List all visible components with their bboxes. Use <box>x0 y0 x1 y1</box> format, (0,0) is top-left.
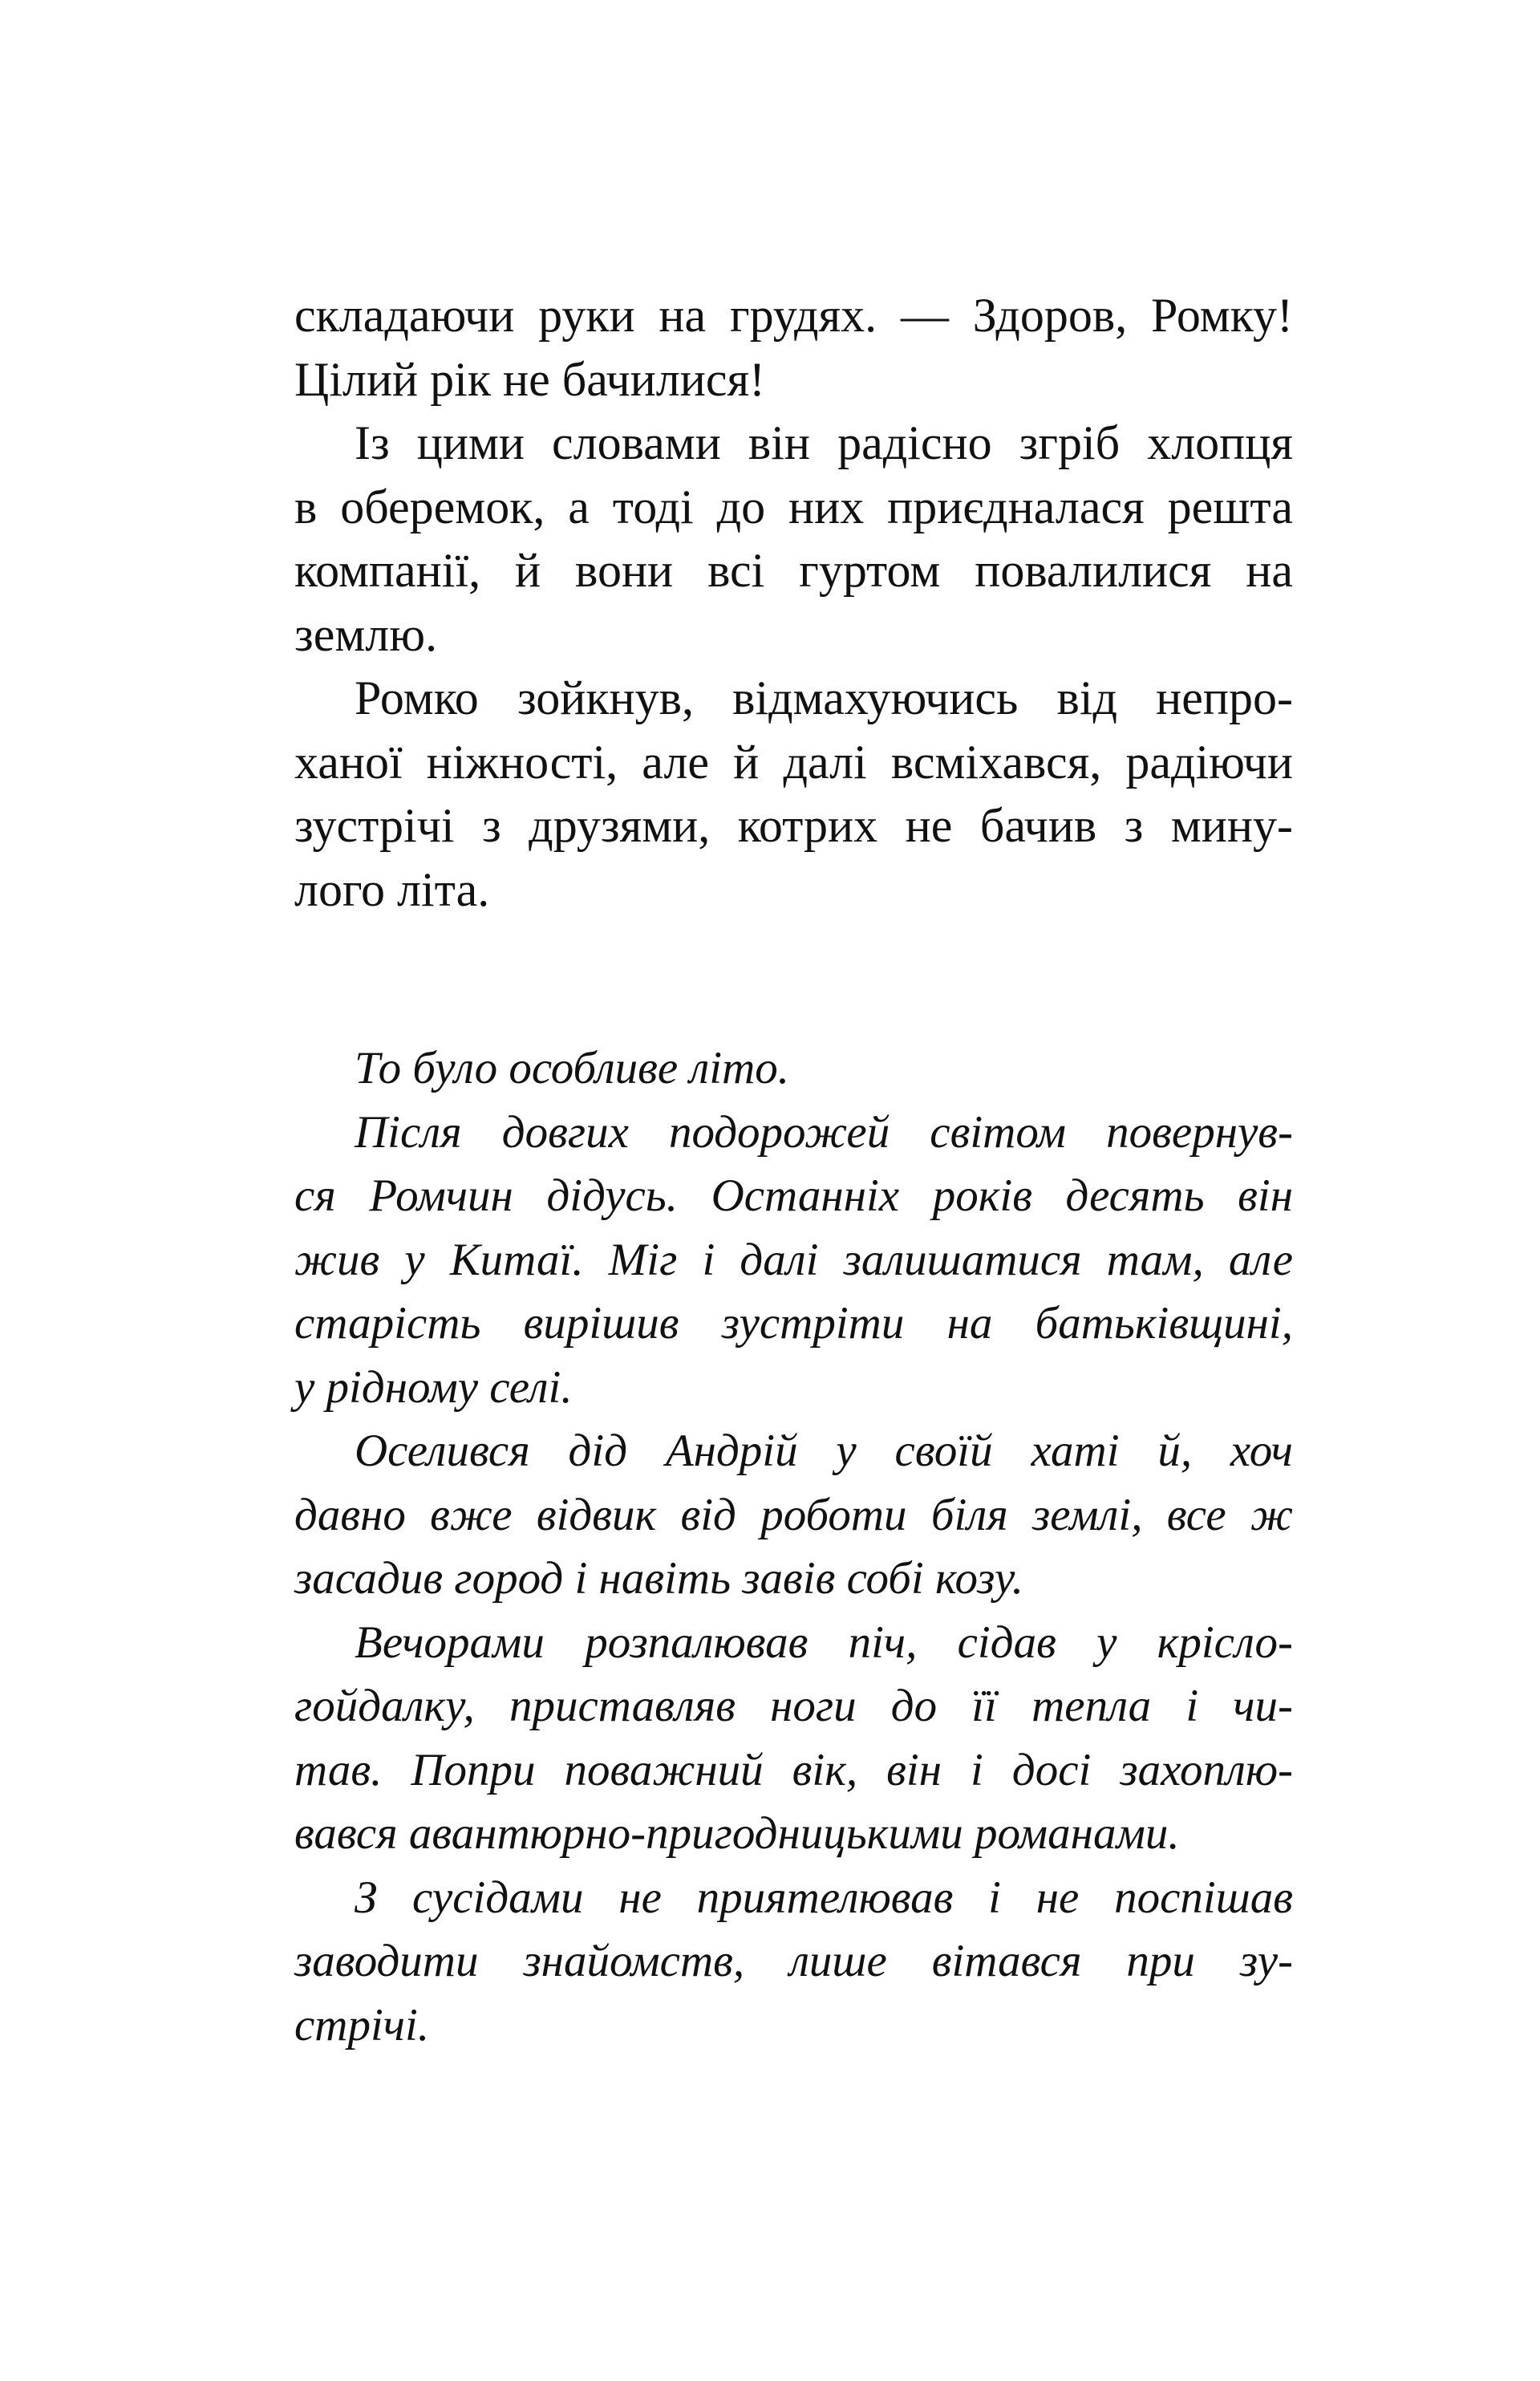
text-line: ханої ніжності, але й далі всміхався, радіючи <box>294 735 1293 789</box>
text-line: жив у Китаї. Міг і далі залишатися там, але <box>294 1234 1293 1285</box>
text-line: вався авантюрно-пригодницькими романами. <box>294 1808 1180 1859</box>
italic-text-section <box>294 1036 1293 2057</box>
paragraph <box>294 1419 1293 1611</box>
paragraph <box>294 667 1293 922</box>
text-line: старість вирішив зустріти на батьківщині, <box>294 1298 1293 1349</box>
text-line: Оселився дід Андрій у своїй хаті й, хоч <box>355 1426 1293 1476</box>
paragraph <box>294 1036 1293 1101</box>
text-line: компанії, й вони всі гуртом повалилися на <box>294 544 1293 597</box>
text-line: Цілий рік не бачилися! <box>294 352 766 406</box>
text-line: гойдалку, приставляв ноги до її тепла і чи- <box>294 1681 1293 1731</box>
text-line: в оберемок, а тоді до них приєдналася решта <box>294 480 1293 533</box>
text-line: зустрічі з друзями, котрих не бачив з мину- <box>294 799 1293 852</box>
paragraph <box>294 412 1293 667</box>
text-line: Після довгих подорожей світом повернув- <box>355 1106 1293 1158</box>
text-line: землю. <box>294 607 438 661</box>
text-line: у рідному селі. <box>294 1361 573 1413</box>
text-line: давно вже відвик від роботи біля землі, все ж <box>294 1489 1293 1540</box>
text-line: ся Ромчин дідусь. Останніх років десять він <box>294 1170 1293 1221</box>
text-line: засадив город і навіть завів собі козу. <box>294 1553 1023 1604</box>
text-line: З сусідами не приятелював і не поспішав <box>355 1872 1293 1923</box>
text-line: заводити знайомств, лише вітався при зу- <box>294 1936 1293 1986</box>
paragraph <box>294 1611 1293 1866</box>
text-line: складаючи руки на грудях. — Здоров, Ромку! <box>294 289 1293 342</box>
paragraph <box>294 1866 1293 2058</box>
text-line: Ромко зойкнув, відмахуючись від непро- <box>355 671 1293 724</box>
text-line: лого літа. <box>294 862 490 916</box>
paragraph <box>294 1101 1293 1420</box>
text-line: То було особливе літо. <box>355 1043 790 1093</box>
text-line: Із цими словами він радісно згріб хлопця <box>355 416 1293 469</box>
roman-text-section <box>294 284 1293 922</box>
text-line: Вечорами розпалював піч, сідав у крісло- <box>355 1616 1293 1668</box>
text-line: стрічі. <box>294 1999 430 2050</box>
text-line: тав. Попри поважний вік, він і досі захоплю- <box>294 1744 1293 1795</box>
paragraph <box>294 284 1293 412</box>
